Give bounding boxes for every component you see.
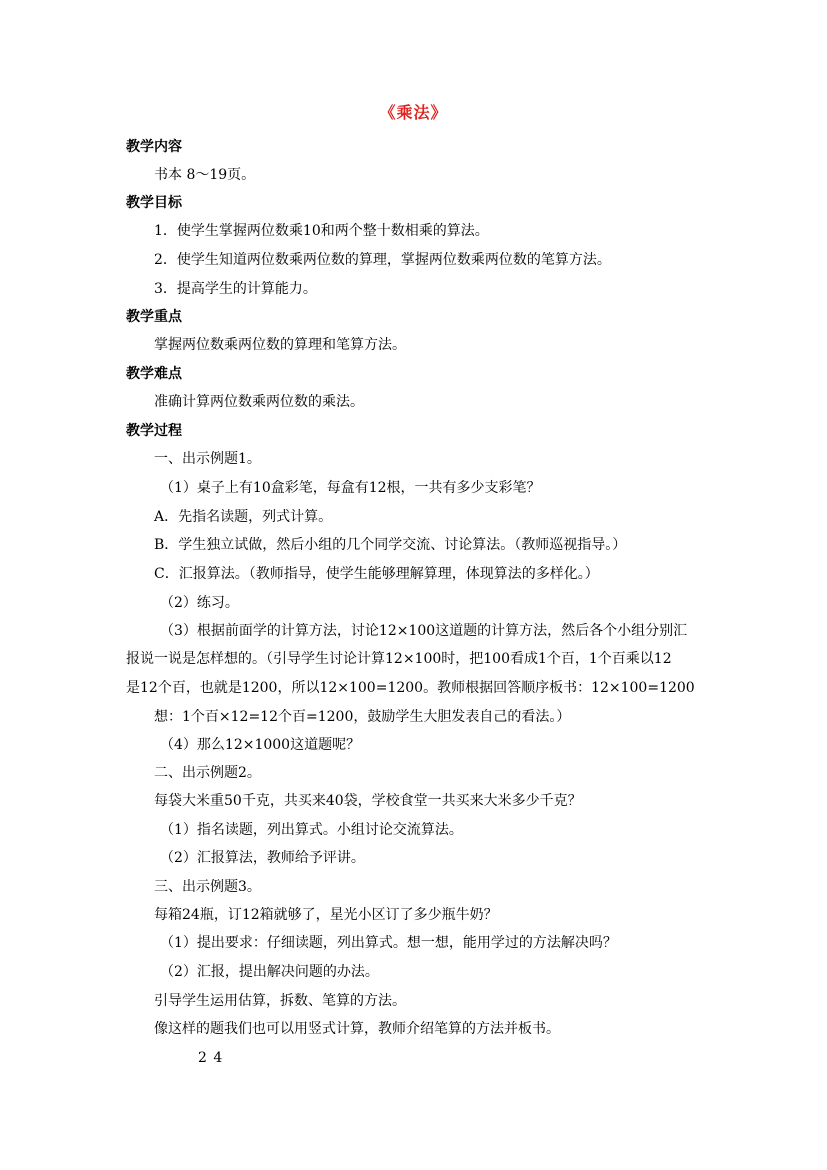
process-line: （3）根据前面学的计算方法，讨论12×100这道题的计算方法，然后各个小组分别汇 <box>160 623 688 639</box>
heading-key-points: 教学重点 <box>126 309 182 325</box>
goal-item-1: 1．使学生掌握两位数乘10和两个整十数相乘的算法。 <box>154 223 489 239</box>
heading-content: 教学内容 <box>126 139 182 155</box>
process-line: （1）桌子上有10盒彩笔，每盒有12根，一共有多少支彩笔？ <box>160 480 541 496</box>
page-title: 《乘法》 <box>379 103 448 122</box>
process-line: 想：1个百×12=12个百=1200，鼓励学生大胆发表自己的看法。） <box>154 709 571 725</box>
process-line: 三、出示例题3。 <box>154 879 261 895</box>
goal-item-2: 2．使学生知道两位数乘两位数的算理，掌握两位数乘两位数的笔算方法。 <box>154 252 611 268</box>
process-line: 一、出示例题1。 <box>154 451 261 467</box>
content-text: 书本 8～19页。 <box>154 167 256 183</box>
process-line: 每袋大米重50千克，共买来40袋，学校食堂一共买来大米多少千克？ <box>154 793 582 809</box>
process-line: C．汇报算法。（教师指导，使学生能够理解算理，体现算法的多样化。） <box>154 566 599 582</box>
process-line: （2）汇报，提出解决问题的办法。 <box>160 964 379 980</box>
process-line: B．学生独立试做，然后小组的几个同学交流、讨论算法。（教师巡视指导。） <box>154 537 627 553</box>
process-line: （1）提出要求：仔细读题，列出算式。想一想，能用学过的方法解决吗？ <box>160 935 617 951</box>
goal-item-3: 3．提高学生的计算能力。 <box>154 281 317 297</box>
difficulties-text: 准确计算两位数乘两位数的乘法。 <box>154 394 364 410</box>
process-line: 像这样的题我们也可以用竖式计算，教师介绍笔算的方法并板书。 <box>154 1021 560 1037</box>
process-line: A．先指名读题，列式计算。 <box>154 509 333 525</box>
process-line: 二、出示例题2。 <box>154 765 261 781</box>
process-line: （1）指名读题，列出算式。小组讨论交流算法。 <box>160 822 463 838</box>
key-points-text: 掌握两位数乘两位数的算理和笔算方法。 <box>154 337 406 353</box>
process-line: 每箱24瓶，订12箱就够了，星光小区订了多少瓶牛奶？ <box>154 907 498 923</box>
process-line: 是12个百，也就是1200，所以12×100=1200。教师根据回答顺序板书：12×100=1200 <box>126 680 695 696</box>
heading-process: 教学过程 <box>126 423 182 439</box>
heading-difficulties: 教学难点 <box>126 366 182 382</box>
process-line: （4）那么12×1000这道题呢？ <box>160 737 361 753</box>
vertical-calc-digits: 2 4 <box>198 1050 224 1066</box>
process-line: （2）练习。 <box>160 595 239 611</box>
process-line: 报说一说是怎样想的。（引导学生讨论计算12×100时，把100看成1个百，1个百乘以12 <box>126 651 672 667</box>
heading-goals: 教学目标 <box>126 195 182 211</box>
process-line: （2）汇报算法，教师给予评讲。 <box>160 850 365 866</box>
process-line: 引导学生运用估算，拆数、笔算的方法。 <box>154 993 406 1009</box>
